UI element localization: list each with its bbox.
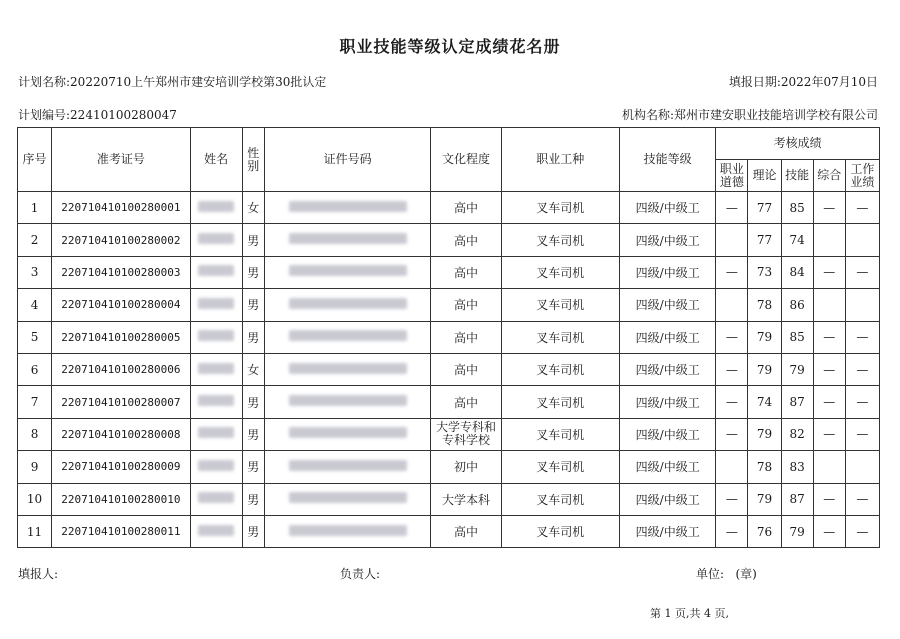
- redacted-id-number: [289, 363, 407, 374]
- ethics-cell: —: [716, 353, 748, 385]
- header-seq: 序号: [18, 128, 52, 192]
- skill-level-cell: 四级/中级工: [620, 353, 716, 385]
- seq-cell: 4: [18, 289, 52, 321]
- occupation-cell: 叉车司机: [501, 192, 619, 224]
- ethics-cell: —: [716, 418, 748, 450]
- ethics-cell: —: [716, 483, 748, 515]
- performance-cell: —: [845, 418, 879, 450]
- skill-cell: 83: [781, 451, 813, 483]
- skill-level-cell: 四级/中级工: [620, 483, 716, 515]
- fill-date-line: [729, 73, 878, 90]
- table-row: [18, 256, 880, 288]
- redacted-id-number: [289, 492, 407, 503]
- education-cell: 高中: [431, 515, 501, 547]
- table-row: [18, 515, 880, 547]
- page-info: 第 1 页,共 4 页,: [650, 607, 729, 620]
- skill-level-cell: 四级/中级工: [620, 256, 716, 288]
- gender-cell: 男: [242, 321, 264, 353]
- header-skill-level: 技能等级: [620, 128, 716, 192]
- redacted-id-number: [289, 395, 407, 406]
- plan-number-label: 计划编号:: [18, 108, 71, 122]
- name-cell: [190, 353, 242, 385]
- plan-name-line: [18, 73, 326, 90]
- exam-no-cell: 220710410100280002: [52, 224, 190, 256]
- skill-cell: 84: [781, 256, 813, 288]
- skill-level-cell: 四级/中级工: [620, 418, 716, 450]
- performance-cell: —: [845, 321, 879, 353]
- theory-cell: 76: [748, 515, 781, 547]
- ethics-cell: —: [716, 321, 748, 353]
- ethics-cell: [716, 224, 748, 256]
- plan-name-label: 计划名称:: [18, 75, 71, 89]
- skill-level-cell: 四级/中级工: [620, 386, 716, 418]
- exam-no-cell: 220710410100280001: [52, 192, 190, 224]
- theory-cell: 74: [748, 386, 781, 418]
- redacted-id-number: [289, 460, 407, 471]
- organization-label: 机构名称:: [621, 108, 674, 122]
- overall-cell: —: [813, 418, 845, 450]
- education-cell: 大学本科: [431, 483, 501, 515]
- education-cell: 高中: [431, 289, 501, 321]
- education-cell: 高中: [431, 192, 501, 224]
- table-row: [18, 451, 880, 483]
- occupation-cell: 叉车司机: [501, 256, 619, 288]
- name-cell: [190, 192, 242, 224]
- performance-cell: —: [845, 353, 879, 385]
- redacted-name: [198, 395, 234, 406]
- overall-cell: —: [813, 192, 845, 224]
- occupation-cell: 叉车司机: [501, 353, 619, 385]
- name-cell: [190, 256, 242, 288]
- table-row: [18, 386, 880, 418]
- redacted-name: [198, 265, 234, 276]
- score-roster-table: [17, 127, 880, 548]
- performance-cell: —: [845, 256, 879, 288]
- exam-no-cell: 220710410100280007: [52, 386, 190, 418]
- ethics-cell: —: [716, 386, 748, 418]
- organization-line: [622, 106, 878, 123]
- overall-cell: [813, 451, 845, 483]
- education-cell: 高中: [431, 386, 501, 418]
- id-no-cell: [264, 353, 431, 385]
- overall-cell: —: [813, 386, 845, 418]
- overall-cell: [813, 289, 845, 321]
- redacted-id-number: [289, 330, 407, 341]
- redacted-id-number: [289, 298, 407, 309]
- table-row: [18, 224, 880, 256]
- ethics-cell: [716, 289, 748, 321]
- occupation-cell: 叉车司机: [501, 224, 619, 256]
- redacted-name: [198, 201, 234, 212]
- ethics-cell: [716, 451, 748, 483]
- overall-cell: [813, 224, 845, 256]
- table-row: [18, 353, 880, 385]
- id-no-cell: [264, 386, 431, 418]
- unit-label: 单位:: [696, 567, 725, 581]
- performance-cell: —: [845, 192, 879, 224]
- occupation-cell: 叉车司机: [501, 451, 619, 483]
- overall-cell: —: [813, 256, 845, 288]
- seq-cell: 5: [18, 321, 52, 353]
- exam-no-cell: 220710410100280003: [52, 256, 190, 288]
- education-cell: 高中: [431, 321, 501, 353]
- seq-cell: 11: [18, 515, 52, 547]
- gender-cell: 男: [242, 224, 264, 256]
- exam-no-cell: 220710410100280005: [52, 321, 190, 353]
- id-no-cell: [264, 515, 431, 547]
- gender-cell: 男: [242, 451, 264, 483]
- seq-cell: 1: [18, 192, 52, 224]
- exam-no-cell: 220710410100280006: [52, 353, 190, 385]
- organization-value: 郑州市建安职业技能培训学校有限公司: [673, 108, 878, 122]
- education-cell: 高中: [431, 224, 501, 256]
- seq-cell: 2: [18, 224, 52, 256]
- table-row: [18, 418, 880, 450]
- seq-cell: 9: [18, 451, 52, 483]
- name-cell: [190, 483, 242, 515]
- redacted-name: [198, 233, 234, 244]
- name-cell: [190, 515, 242, 547]
- header-id-no: 证件号码: [264, 128, 431, 192]
- skill-cell: 82: [781, 418, 813, 450]
- occupation-cell: 叉车司机: [501, 386, 619, 418]
- redacted-id-number: [289, 427, 407, 438]
- redacted-name: [198, 363, 234, 374]
- header-performance: 工作业绩: [845, 160, 879, 192]
- education-cell: 初中: [431, 451, 501, 483]
- performance-cell: [845, 289, 879, 321]
- theory-cell: 77: [748, 224, 781, 256]
- skill-level-cell: 四级/中级工: [620, 321, 716, 353]
- seq-cell: 6: [18, 353, 52, 385]
- responsible-label: 负责人:: [340, 567, 381, 581]
- theory-cell: 73: [748, 256, 781, 288]
- header-theory: 理论: [748, 160, 781, 192]
- redacted-name: [198, 492, 234, 503]
- redacted-id-number: [289, 525, 407, 536]
- header-education: 文化程度: [431, 128, 501, 192]
- theory-cell: 79: [748, 418, 781, 450]
- table-row: [18, 192, 880, 224]
- header-overall: 综合: [813, 160, 845, 192]
- performance-cell: —: [845, 515, 879, 547]
- plan-name-value: 20220710上午郑州市建安培训学校第30批认定: [70, 75, 327, 89]
- gender-cell: 男: [242, 483, 264, 515]
- performance-cell: —: [845, 483, 879, 515]
- table-row: [18, 289, 880, 321]
- theory-cell: 78: [748, 451, 781, 483]
- id-no-cell: [264, 224, 431, 256]
- skill-cell: 86: [781, 289, 813, 321]
- fill-date-value: 2022年07月10日: [780, 75, 878, 89]
- redacted-name: [198, 427, 234, 438]
- exam-no-cell: 220710410100280010: [52, 483, 190, 515]
- header-occupation: 职业工种: [501, 128, 619, 192]
- theory-cell: 77: [748, 192, 781, 224]
- education-cell: 高中: [431, 256, 501, 288]
- skill-level-cell: 四级/中级工: [620, 224, 716, 256]
- redacted-name: [198, 330, 234, 341]
- skill-cell: 79: [781, 515, 813, 547]
- name-cell: [190, 386, 242, 418]
- skill-level-cell: 四级/中级工: [620, 515, 716, 547]
- fill-date-label: 填报日期:: [728, 75, 781, 89]
- ethics-cell: —: [716, 256, 748, 288]
- redacted-id-number: [289, 201, 407, 212]
- performance-cell: [845, 224, 879, 256]
- header-gender: 性别: [242, 128, 264, 192]
- id-no-cell: [264, 418, 431, 450]
- skill-level-cell: 四级/中级工: [620, 451, 716, 483]
- overall-cell: —: [813, 321, 845, 353]
- skill-cell: 87: [781, 483, 813, 515]
- skill-cell: 74: [781, 224, 813, 256]
- header-scores: 考核成绩: [716, 128, 880, 160]
- gender-cell: 女: [242, 353, 264, 385]
- education-cell: 大学专科和专科学校: [431, 418, 501, 450]
- occupation-cell: 叉车司机: [501, 289, 619, 321]
- theory-cell: 79: [748, 483, 781, 515]
- performance-cell: —: [845, 386, 879, 418]
- table-row: [18, 483, 880, 515]
- id-no-cell: [264, 192, 431, 224]
- skill-cell: 85: [781, 192, 813, 224]
- ethics-cell: —: [716, 192, 748, 224]
- skill-cell: 85: [781, 321, 813, 353]
- redacted-name: [198, 460, 234, 471]
- ethics-cell: —: [716, 515, 748, 547]
- seq-cell: 10: [18, 483, 52, 515]
- header-name: 姓名: [190, 128, 242, 192]
- gender-cell: 男: [242, 418, 264, 450]
- name-cell: [190, 321, 242, 353]
- name-cell: [190, 451, 242, 483]
- id-no-cell: [264, 321, 431, 353]
- exam-no-cell: 220710410100280009: [52, 451, 190, 483]
- theory-cell: 79: [748, 321, 781, 353]
- table-row: [18, 321, 880, 353]
- redacted-id-number: [289, 265, 407, 276]
- plan-number-line: [18, 106, 177, 123]
- header-exam-no: 准考证号: [52, 128, 190, 192]
- id-no-cell: [264, 289, 431, 321]
- occupation-cell: 叉车司机: [501, 515, 619, 547]
- name-cell: [190, 224, 242, 256]
- education-cell: 高中: [431, 353, 501, 385]
- exam-no-cell: 220710410100280011: [52, 515, 190, 547]
- name-cell: [190, 289, 242, 321]
- id-no-cell: [264, 451, 431, 483]
- occupation-cell: 叉车司机: [501, 483, 619, 515]
- filler-label: 填报人:: [18, 567, 59, 581]
- gender-cell: 男: [242, 386, 264, 418]
- name-cell: [190, 418, 242, 450]
- redacted-id-number: [289, 233, 407, 244]
- exam-no-cell: 220710410100280004: [52, 289, 190, 321]
- gender-cell: 女: [242, 192, 264, 224]
- id-no-cell: [264, 256, 431, 288]
- theory-cell: 78: [748, 289, 781, 321]
- redacted-name: [198, 298, 234, 309]
- skill-cell: 87: [781, 386, 813, 418]
- skill-level-cell: 四级/中级工: [620, 192, 716, 224]
- header-ethics: 职业道德: [716, 160, 748, 192]
- exam-no-cell: 220710410100280008: [52, 418, 190, 450]
- theory-cell: 79: [748, 353, 781, 385]
- seq-cell: 7: [18, 386, 52, 418]
- unit-line: [696, 565, 757, 582]
- seal-text: (章): [735, 567, 757, 581]
- header-skill: 技能: [781, 160, 813, 192]
- overall-cell: —: [813, 515, 845, 547]
- performance-cell: [845, 451, 879, 483]
- gender-cell: 男: [242, 515, 264, 547]
- seq-cell: 8: [18, 418, 52, 450]
- occupation-cell: 叉车司机: [501, 418, 619, 450]
- occupation-cell: 叉车司机: [501, 321, 619, 353]
- id-no-cell: [264, 483, 431, 515]
- overall-cell: —: [813, 353, 845, 385]
- seq-cell: 3: [18, 256, 52, 288]
- document-title: 职业技能等级认定成绩花名册: [339, 37, 561, 56]
- overall-cell: —: [813, 483, 845, 515]
- skill-cell: 79: [781, 353, 813, 385]
- plan-number-value: 22410100280047: [70, 108, 177, 122]
- skill-level-cell: 四级/中级工: [620, 289, 716, 321]
- roster-body: [18, 192, 880, 548]
- gender-cell: 男: [242, 289, 264, 321]
- gender-cell: 男: [242, 256, 264, 288]
- redacted-name: [198, 525, 234, 536]
